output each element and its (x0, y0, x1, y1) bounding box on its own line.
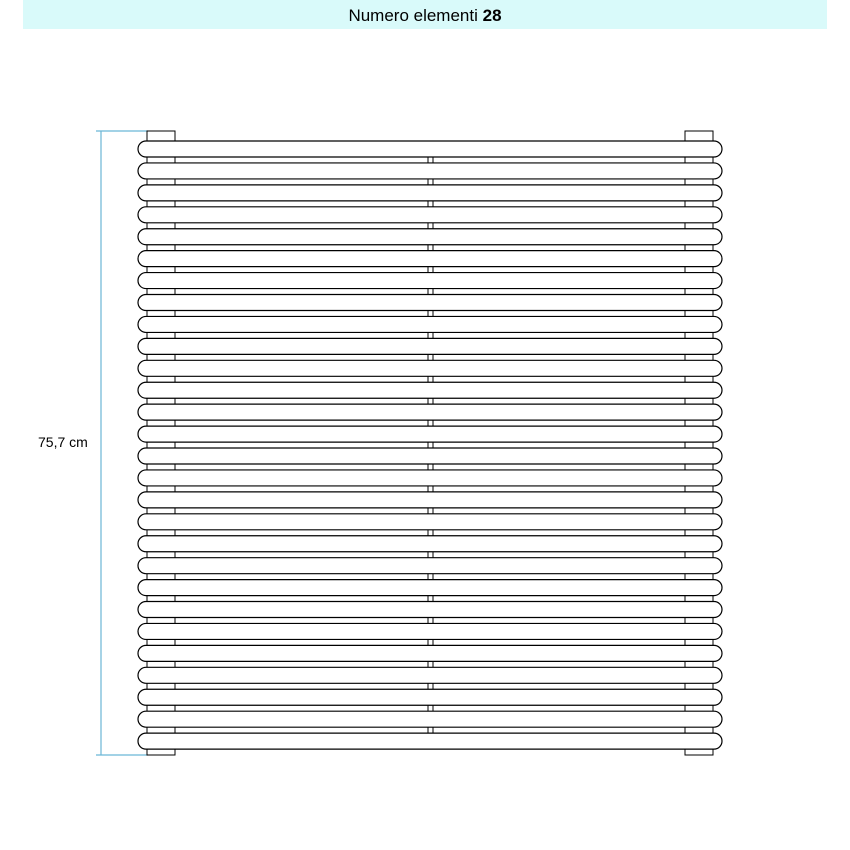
radiator-element (138, 536, 722, 552)
radiator-element (138, 623, 722, 639)
height-dimension-line (96, 131, 148, 755)
radiator-element (138, 207, 722, 223)
radiator-element (138, 229, 722, 245)
radiator-element (138, 404, 722, 420)
radiator-element (138, 514, 722, 530)
radiator-element (138, 733, 722, 749)
radiator-element (138, 426, 722, 442)
height-dimension-label: 75,7 cm (38, 434, 88, 450)
radiator-element (138, 711, 722, 727)
radiator-element (138, 470, 722, 486)
radiator-element (138, 382, 722, 398)
radiator-element (138, 667, 722, 683)
radiator-element (138, 492, 722, 508)
radiator-element (138, 602, 722, 618)
radiator-element (138, 448, 722, 464)
radiator-element (138, 338, 722, 354)
radiator-element (138, 689, 722, 705)
radiator-element (138, 185, 722, 201)
collector-left-top-cap (147, 131, 175, 141)
radiator-element (138, 316, 722, 332)
radiator-element (138, 645, 722, 661)
radiator-element (138, 295, 722, 311)
radiator-element (138, 360, 722, 376)
radiator-element (138, 251, 722, 267)
element-count-label: Numero elementi (348, 6, 478, 25)
radiator-element (138, 273, 722, 289)
radiator-element (138, 163, 722, 179)
radiator-element (138, 558, 722, 574)
collector-right-top-cap (685, 131, 713, 141)
radiator-element (138, 141, 722, 157)
element-count-value: 28 (482, 6, 502, 25)
radiator-element (138, 580, 722, 596)
radiator-body (138, 131, 722, 755)
